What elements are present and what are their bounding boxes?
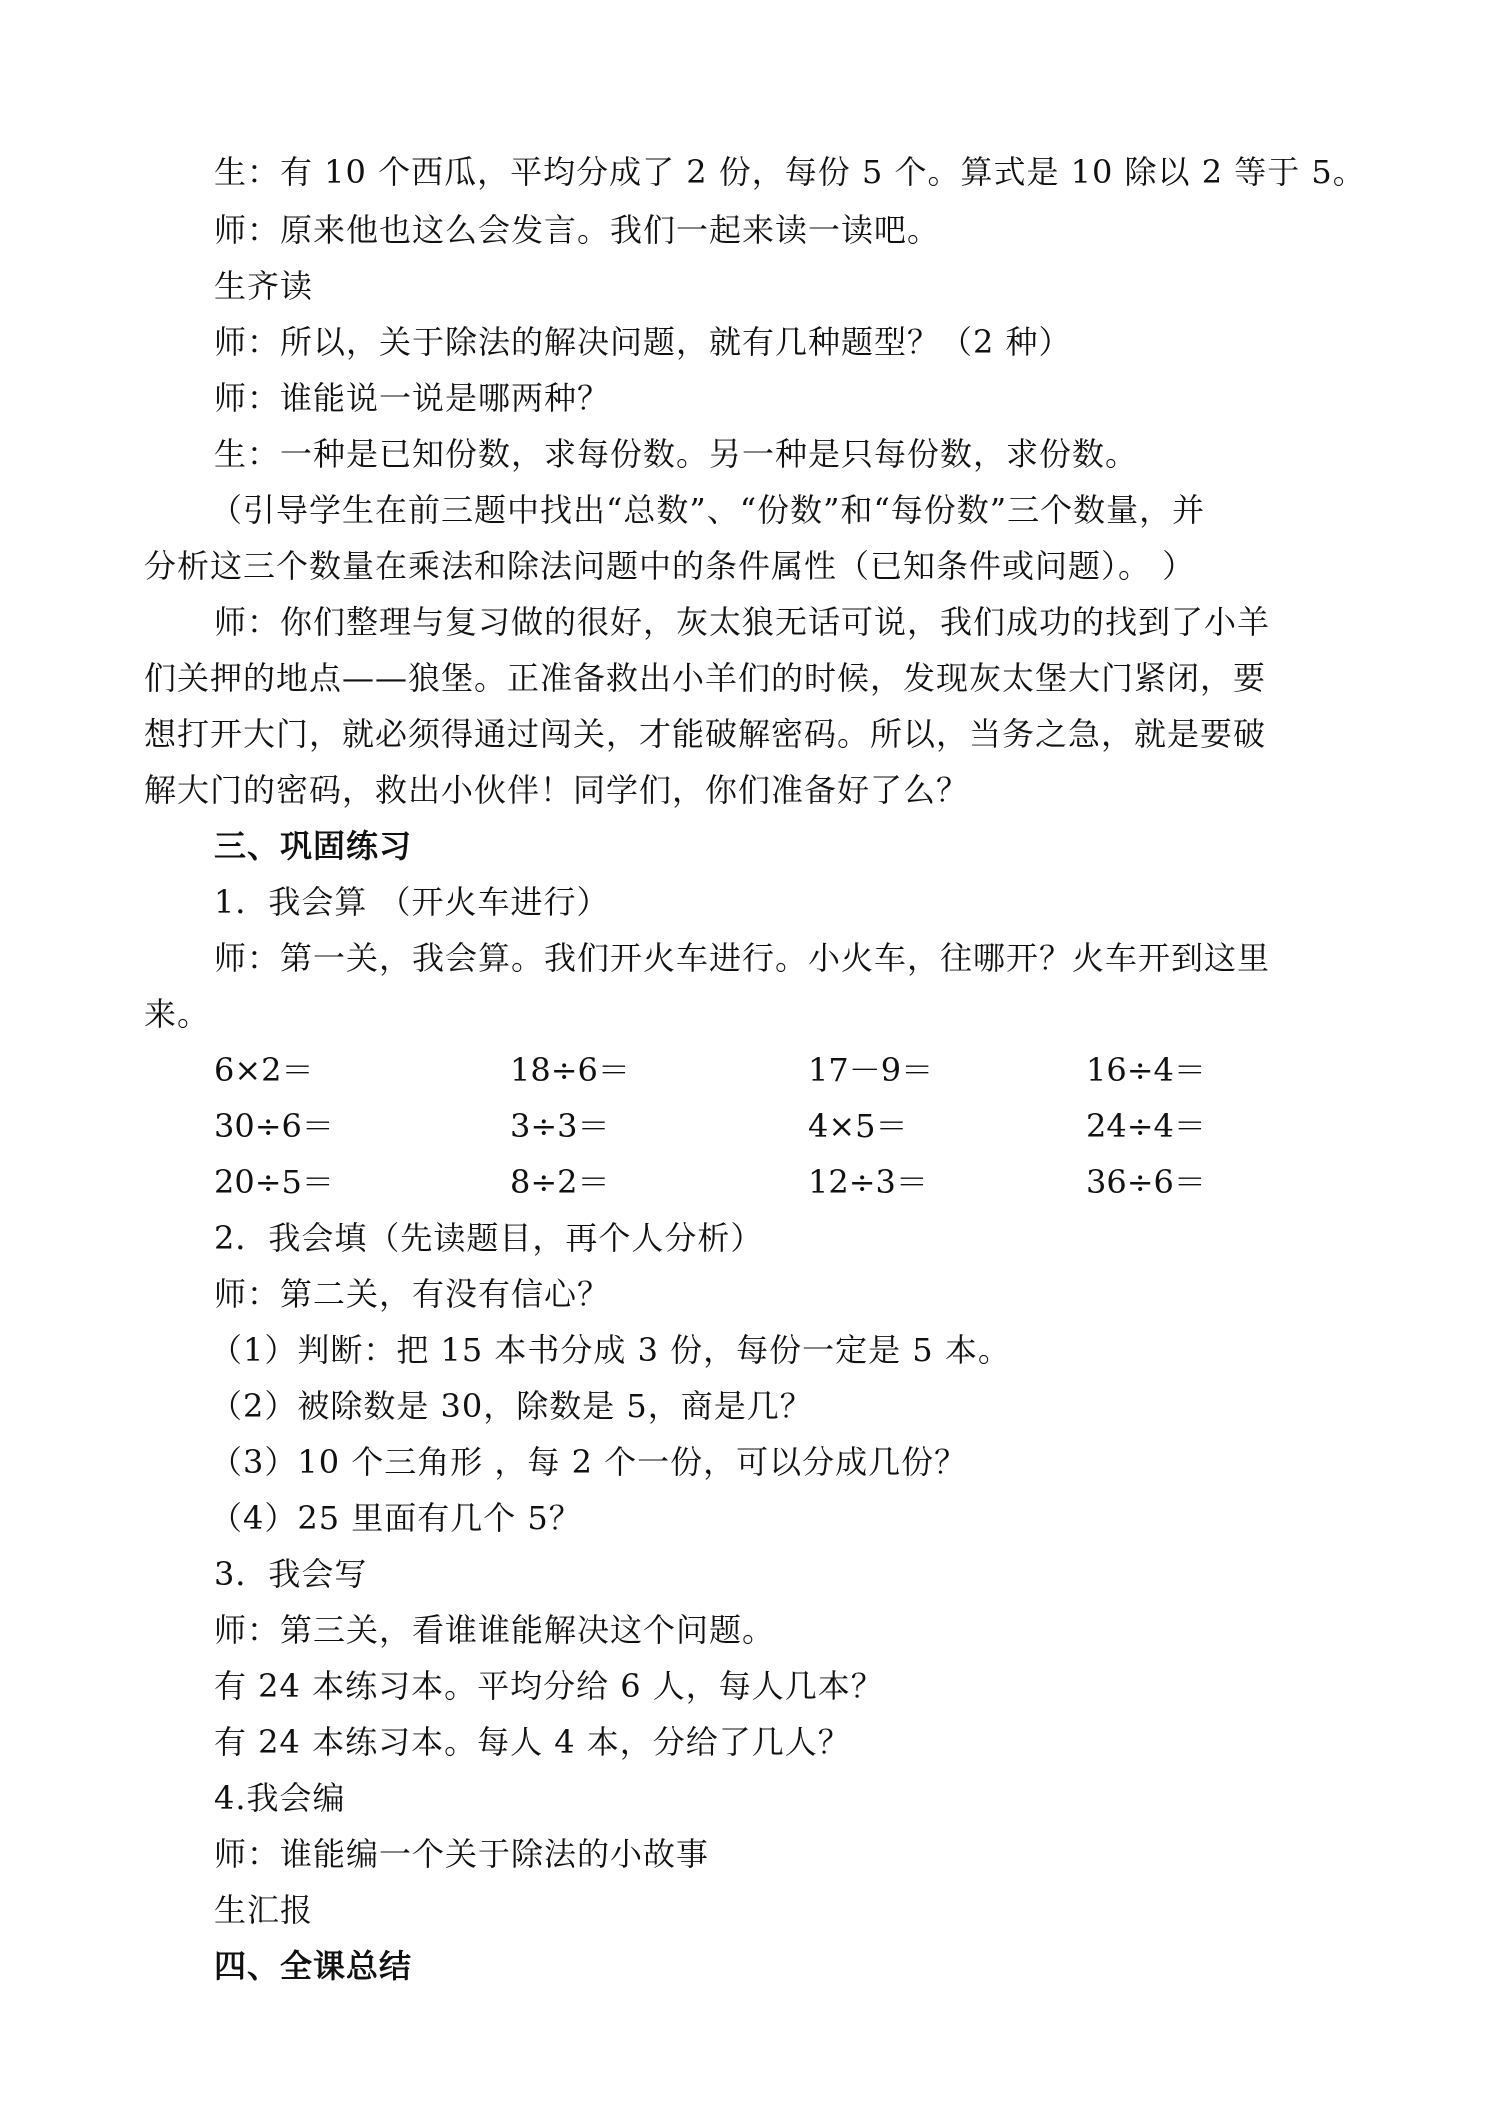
paragraph: 师：你们整理与复习做的很好，灰太狼无话可说，我们成功的找到了小羊 — [214, 603, 1271, 641]
paragraph: 生：有 10 个西瓜，平均分成了 2 份，每份 5 个。算式是 10 除以 2 等于 5。 — [214, 153, 1366, 191]
subsection-heading: 3．我会写 — [214, 1555, 368, 1593]
question-item: （4）25 里面有几个 5？ — [210, 1499, 582, 1537]
question-item: （1）判断：把 15 本书分成 3 份，每份一定是 5 本。 — [210, 1331, 1011, 1369]
question-item: （2）被除数是 30，除数是 5，商是几？ — [210, 1387, 813, 1425]
paragraph: 师：第三关，看谁谁能解决这个问题。 — [214, 1611, 776, 1649]
section-heading: 四、全课总结 — [214, 1947, 413, 1985]
equation: 24÷4＝ — [1086, 1107, 1206, 1145]
paragraph: 师：原来他也这么会发言。我们一起来读一读吧。 — [214, 211, 941, 249]
equation: 4×5＝ — [808, 1107, 908, 1145]
equation: 12÷3＝ — [808, 1163, 928, 1201]
subsection-heading: 1．我会算 （开火车进行） — [214, 883, 610, 921]
paragraph: 生：一种是已知份数，求每份数。另一种是只每份数，求份数。 — [214, 435, 1139, 473]
paragraph: 师：第二关，有没有信心？ — [214, 1275, 611, 1313]
subsection-heading: 2．我会填（先读题目，再个人分析） — [214, 1219, 764, 1257]
paragraph: 来。 — [144, 995, 211, 1033]
paragraph: 师：第一关，我会算。我们开火车进行。小火车，往哪开？火车开到这里 — [214, 939, 1271, 977]
paragraph: 师：谁能编一个关于除法的小故事 — [214, 1835, 710, 1873]
paragraph: 分析这三个数量在乘法和除法问题中的条件属性（已知条件或问题）。 ） — [144, 547, 1196, 585]
equation: 8÷2＝ — [510, 1163, 610, 1201]
paragraph: 解大门的密码，救出小伙伴！同学们，你们准备好了么？ — [144, 771, 970, 809]
question-item: （3）10 个三角形 ，每 2 个一份，可以分成几份？ — [210, 1443, 968, 1481]
paragraph: 生汇报 — [214, 1891, 314, 1929]
equation: 17－9＝ — [808, 1051, 934, 1089]
paragraph: 想打开大门，就必须得通过闯关，才能破解密码。所以，当务之急，就是要破 — [144, 715, 1267, 753]
equation: 18÷6＝ — [510, 1051, 630, 1089]
paragraph: 师：谁能说一说是哪两种？ — [214, 379, 611, 417]
paragraph: 有 24 本练习本。每人 4 本，分给了几人？ — [214, 1723, 851, 1761]
paragraph: 们关押的地点——狼堡。正准备救出小羊们的时候，发现灰太堡大门紧闭，要 — [144, 659, 1267, 697]
paragraph: （引导学生在前三题中找出“总数”、“份数”和“每份数”三个数量，并 — [210, 491, 1206, 529]
equation: 3÷3＝ — [510, 1107, 610, 1145]
section-heading: 三、巩固练习 — [214, 827, 413, 865]
subsection-heading: 4.我会编 — [214, 1779, 346, 1817]
equation: 30÷6＝ — [214, 1107, 334, 1145]
equation: 16÷4＝ — [1086, 1051, 1206, 1089]
equation: 6×2＝ — [214, 1051, 314, 1089]
paragraph: 生齐读 — [214, 267, 314, 305]
equation: 20÷5＝ — [214, 1163, 334, 1201]
paragraph: 有 24 本练习本。平均分给 6 人，每人几本？ — [214, 1667, 884, 1705]
paragraph: 师：所以，关于除法的解决问题，就有几种题型？（2 种） — [214, 323, 1072, 361]
equation: 36÷6＝ — [1086, 1163, 1206, 1201]
